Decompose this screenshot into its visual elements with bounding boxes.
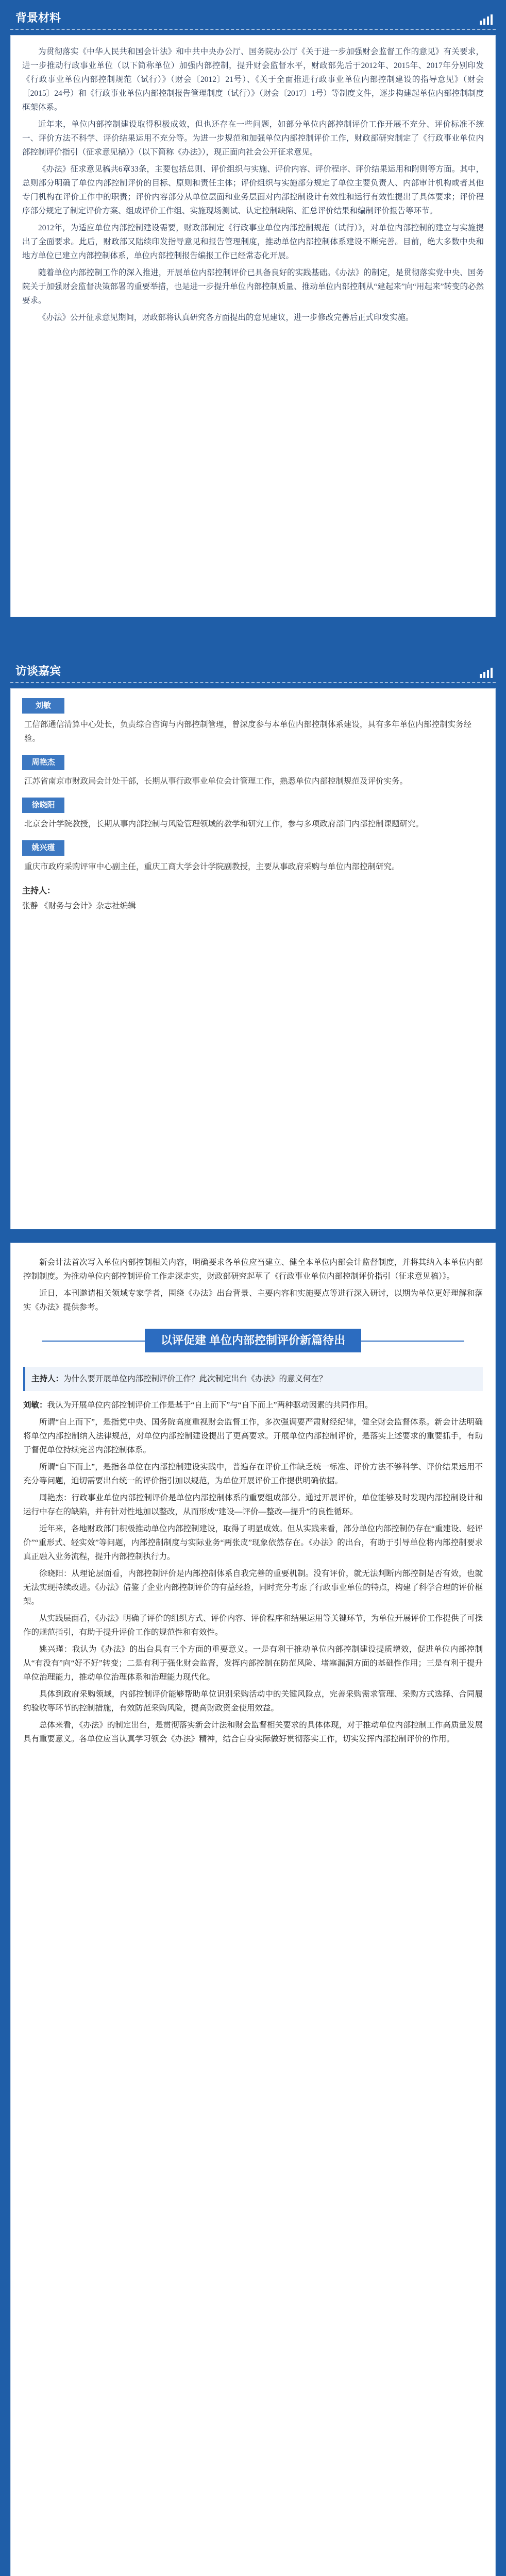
answers-block	[23, 1398, 483, 1746]
host-label: 主持人：	[22, 887, 56, 895]
guest-item	[22, 798, 484, 831]
background-card	[10, 35, 496, 617]
question-text: 为什么要开展单位内部控制评价工作？此次制定出台《办法》的意义何在？	[63, 1375, 327, 1383]
guests-title-text: 访谈嘉宾	[15, 664, 61, 677]
background-paragraph: 《办法》公开征求意见期间，财政部将认真研究各方面提出的意见建议，进一步修改完善后正式印发实施。	[38, 313, 414, 322]
guest-description: 江苏省南京市财政局会计处干部，长期从事行政事业单位会计管理工作，熟悉单位内部控制规范及评价实务。	[24, 777, 408, 786]
answer-paragraph: 总体来看，《办法》的制定出台，是贯彻落实新会计法和财会监督相关要求的具体体现，对于推动单位内部控制工作高质量发展具有重要意义。各单位应当认真学习领会《办法》精神，结合自身实际做好贯彻落实工作，切实发挥内部控制评价的作用。	[23, 1721, 483, 1743]
answer-paragraph: 所谓“自上而下”，是指党中央、国务院高度重视财会监督工作，多次强调要严肃财经纪律，健全财会监督体系。新会计法明确将单位内部控制纳入法律规范，对单位内部控制建设提出了更高要求。开展单位内部控制评价，是落实上述要求的重要抓手，有助于督促单位持续完善内部控制体系。	[23, 1418, 483, 1454]
host-question	[23, 1367, 483, 1391]
answer-speaker: 刘敏：	[23, 1401, 47, 1410]
signal-bars-icon	[480, 668, 493, 678]
interview-banner: 以评促建 单位内部控制评价新篇待出	[145, 1329, 361, 1352]
answer-paragraph: 周艳杰：行政事业单位内部控制评价是单位内部控制体系的重要组成部分。通过开展评价，单位能够及时发现内部控制设计和运行中存在的缺陷，并有针对性地加以整改，从而形成“建设—评价—整改—提升”的良性循环。	[23, 1494, 483, 1516]
interview-card	[10, 1243, 496, 2576]
host-value: 张静 《财务与会计》杂志社编辑	[22, 902, 136, 910]
question-speaker: 主持人：	[31, 1375, 64, 1383]
guest-name-tag: 徐晓阳	[22, 798, 64, 813]
answer-paragraph: 从实践层面看，《办法》明确了评价的组织方式、评价内容、评价程序和结果运用等关键环节，为单位开展评价工作提供了可操作的规范指引，有助于提升评价工作的规范性和有效性。	[23, 1614, 483, 1637]
background-paragraph: 《办法》征求意见稿共6章33条，主要包括总则、评价组织与实施、评价内容、评价程序、评价结果运用和附则等方面。其中，总则部分明确了单位内部控制评价的目标、原则和责任主体；评价组织与实施部分规定了单位主要负责人、内部审计机构或者其他专门机构在评价工作中的职责；评价内容部分从单位层面和业务层面对内部控制设计有效性和运行有效性提出了具体要求；评价程序部分规定了制定评价方案、组成评价工作组、实施现场测试、认定控制缺陷、汇总评价结果和编制评价报告等环节。	[22, 165, 484, 215]
guests-section-title	[10, 658, 496, 683]
answer-paragraph: 具体到政府采购领域，内部控制评价能够帮助单位识别采购活动中的关键风险点，完善采购需求管理、采购方式选择、合同履约验收等环节的控制措施，有效防范采购风险，提高财政资金使用效益。	[23, 1690, 483, 1713]
intro-paragraph: 近日，本刊邀请相关领域专家学者，围绕《办法》出台背景、主要内容和实施要点等进行深入研讨，以期为单位更好理解和落实《办法》提供参考。	[23, 1289, 483, 1312]
signal-bars-icon	[480, 14, 493, 25]
answer-paragraph: 近年来，各地财政部门积极推动单位内部控制建设，取得了明显成效。但从实践来看，部分单位内部控制仍存在“重建设、轻评价”“重形式、轻实效”等问题，内部控制制度与实际业务“两张皮”现象依然存在。《办法》的出台，有助于引导单位将内部控制要求真正融入业务流程，提升内部控制执行力。	[23, 1524, 483, 1561]
background-paragraph: 随着单位内部控制工作的深入推进，开展单位内部控制评价已具备良好的实践基础。《办法》的制定，是贯彻落实党中央、国务院关于加强财会监督决策部署的重要举措，也是进一步提升单位内部控制质量、推动单位内部控制从“建起来”向“用起来”转变的必然要求。	[22, 268, 484, 305]
background-paragraph: 2012年，为适应单位内部控制建设需要，财政部制定《行政事业单位内部控制规范（试行）》，对单位内部控制的建立与实施提出了全面要求。此后，财政部又陆续印发指导意见和报告管理制度，推动单位内部控制体系建设不断完善。目前，绝大多数中央和地方单位已建立内部控制体系，单位内部控制报告编报工作已经常态化开展。	[22, 224, 484, 260]
answer-paragraph: 徐晓阳：从理论层面看，内部控制评价是内部控制体系自我完善的重要机制。没有评价，就无法判断内部控制是否有效，也就无法实现持续改进。《办法》借鉴了企业内部控制评价的有益经验，同时充分考虑了行政事业单位的特点，构建了科学合理的评价框架。	[23, 1569, 483, 1606]
guest-description: 工信部通信清算中心处长，负责综合咨询与内部控制管理，曾深度参与本单位内部控制体系建设，具有多年单位内部控制实务经验。	[24, 720, 472, 743]
intro-paragraph: 新会计法首次写入单位内部控制相关内容，明确要求各单位应当建立、健全本单位内部会计监督制度，并将其纳入本单位内部控制制度。为推动单位内部控制评价工作走深走实，财政部研究起草了《行政事业单位内部控制评价指引（征求意见稿）》。	[23, 1258, 483, 1281]
guests-card	[10, 688, 496, 1229]
interview-intro	[23, 1256, 483, 1314]
background-paragraph: 近年来，单位内部控制建设取得积极成效，但也还存在一些问题，如部分单位内部控制评价工作开展不充分、评价标准不统一、评价方法不科学、评价结果运用不充分等。为进一步规范和加强单位内部控制评价工作，财政部研究制定了《行政事业单位内部控制评价指引（征求意见稿）》（以下简称《办法》），现正面向社会公开征求意见。	[22, 120, 484, 157]
guest-name-tag: 姚兴瑾	[22, 840, 64, 856]
guest-description: 重庆市政府采购评审中心副主任，重庆工商大学会计学院副教授，主要从事政府采购与单位内部控制研究。	[24, 862, 400, 871]
background-paragraph: 为贯彻落实《中华人民共和国会计法》和中共中央办公厅、国务院办公厅《关于进一步加强财会监督工作的意见》有关要求，进一步推动行政事业单位（以下简称单位）加强内部控制，提升财会监督水平，财政部先后于2012年、2015年、2017年分别印发《行政事业单位内部控制规范（试行）》（财会〔2012〕21号）、《关于全面推进行政事业单位内部控制建设的指导意见》（财会〔2015〕24号）和《行政事业单位内部控制报告管理制度（试行）》（财会〔2017〕1号）等制度文件，逐步构建起单位内部控制制度框架体系。	[22, 47, 484, 112]
guest-description: 北京会计学院教授，长期从事内部控制与风险管理领域的教学和研究工作，参与多项政府部门内部控制课题研究。	[24, 820, 424, 828]
guest-name-tag: 刘敏	[22, 698, 64, 714]
background-section-title	[10, 5, 496, 30]
section-spacer	[0, 617, 506, 658]
guest-name-tag: 周艳杰	[22, 755, 64, 770]
background-title-text: 背景材料	[15, 11, 61, 24]
guest-item	[22, 840, 484, 874]
answer-paragraph: 所谓“自下而上”，是指各单位在内部控制建设实践中，普遍存在评价工作缺乏统一标准、评价方法不够科学、评价结果运用不充分等问题，迫切需要出台统一的评价指引加以规范，为单位开展评价工作提供明确依据。	[23, 1463, 483, 1485]
guest-item	[22, 698, 484, 745]
guest-item	[22, 755, 484, 788]
top-spacer	[0, 0, 506, 5]
answer-paragraph: 姚兴瑾：我认为《办法》的出台具有三个方面的重要意义。一是有利于推动单位内部控制建设提质增效，促进单位内部控制从“有没有”向“好不好”转变；二是有利于强化财会监督，发挥内部控制在防范风险、堵塞漏洞方面的基础性作用；三是有利于提升单位治理能力，推动单位治理体系和治理能力现代化。	[23, 1645, 483, 1682]
answer-text: 我认为开展单位内部控制评价工作是基于“自上而下”与“自下而上”两种驱动因素的共同作用。	[47, 1401, 373, 1410]
answer-paragraph	[23, 1398, 483, 1412]
